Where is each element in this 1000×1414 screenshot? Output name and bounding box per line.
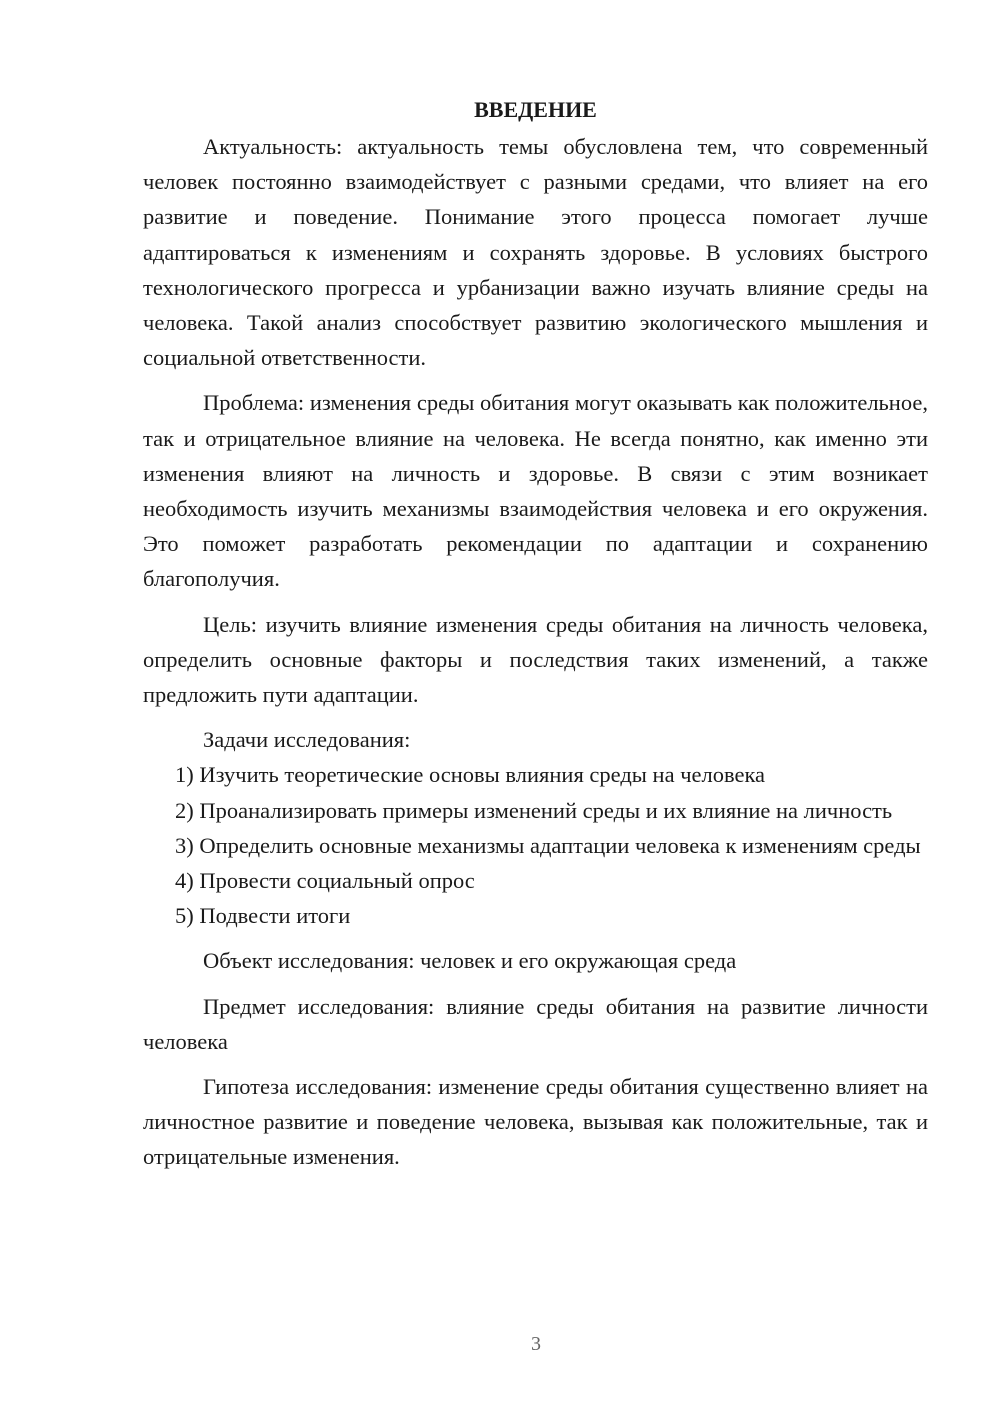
- task-item-2: 2) Проанализировать примеры изменений среды и их влияние на личность: [175, 797, 893, 823]
- document-page: [143, 92, 928, 1175]
- object-paragraph: Объект исследования: человек и его окружающая среда: [203, 948, 737, 974]
- tasks-intro: Задачи исследования:: [203, 727, 411, 753]
- goal-paragraph: Цель: изучить влияние изменения среды обитания на личность человека, определить основные факторы и последствия таких изменений, а также предложить пути адаптации.: [143, 611, 928, 708]
- subject-paragraph: Предмет исследования: влияние среды обитания на развитие личности человека: [143, 993, 928, 1054]
- hypothesis-paragraph: Гипотеза исследования: изменение среды обитания существенно влияет на личностное развитие и поведение человека, вызывая как положительные, так и отрицательные изменения.: [143, 1074, 928, 1170]
- page-number: 3: [531, 1333, 541, 1355]
- task-item-4: 4) Провести социальный опрос: [175, 868, 475, 894]
- problem-paragraph: Проблема: изменения среды обитания могут оказывать как положительное, так и отрицательное влияние на человека. Не всегда понятно, как именно эти изменения влияют на личность и здоровье. В связи с этим возникает необходимость изучить механизмы взаимодействия человека и его окружения. Это поможет разработать рекомендации по адаптации и сохранению благополучия.: [143, 390, 928, 592]
- relevance-paragraph: Актуальность: актуальность темы обусловлена тем, что современный человек постоянно взаимодействует с разными средами, что влияет на его развитие и поведение. Понимание этого процесса помогает лучше адаптироваться к изменениям и сохранять здоровье. В условиях быстрого технологического прогресса и урбанизации важно изучать влияние среды на человека. Такой анализ способствует развитию экологического мышления и социальной ответственности.: [143, 134, 928, 371]
- section-heading: ВВЕДЕНИЕ: [474, 97, 597, 122]
- task-item-1: 1) Изучить теоретические основы влияния среды на человека: [175, 762, 766, 788]
- task-item-3: 3) Определить основные механизмы адаптации человека к изменениям среды: [175, 832, 921, 858]
- task-item-5: 5) Подвести итоги: [175, 903, 351, 929]
